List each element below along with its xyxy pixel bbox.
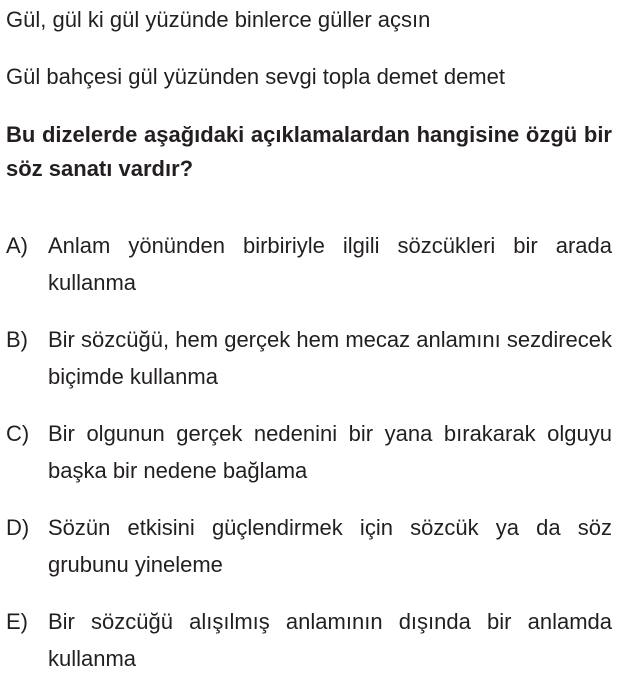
option-a[interactable] <box>6 227 612 321</box>
option-text: Anlam yönünden birbiriyle ilgili sözcükleri bir arada kullanma <box>48 233 612 295</box>
option-letter: C) <box>6 421 30 446</box>
option-text: Bir sözcüğü alışılmış anlamının dışında bir anlamda kullanma <box>48 609 612 671</box>
option-letter: A) <box>6 233 28 258</box>
option-b[interactable] <box>6 321 612 415</box>
option-letter: E) <box>6 609 28 634</box>
option-text: Bir olgunun gerçek nedenini bir yana bırakarak olguyu başka bir nedene bağlama <box>48 421 612 483</box>
option-letter: B) <box>6 327 28 352</box>
verse-line-2: Gül bahçesi gül yüzünden sevgi topla demet demet <box>6 64 505 89</box>
option-text: Bir sözcüğü, hem gerçek hem mecaz anlamını sezdirecek biçimde kullanma <box>48 327 612 389</box>
option-e[interactable] <box>6 603 612 697</box>
option-letter: D) <box>6 515 30 540</box>
question-stem: Bu dizelerde aşağıdaki açıklamalardan hangisine özgü bir söz sanatı vardır? <box>6 122 612 181</box>
option-c[interactable] <box>6 415 612 509</box>
option-d[interactable] <box>6 509 612 603</box>
option-text: Sözün etkisini güçlendirmek için sözcük ya da söz grubunu yineleme <box>48 515 612 577</box>
verse-line-1: Gül, gül ki gül yüzünde binlerce güller açsın <box>6 7 431 32</box>
answer-options <box>6 227 612 697</box>
